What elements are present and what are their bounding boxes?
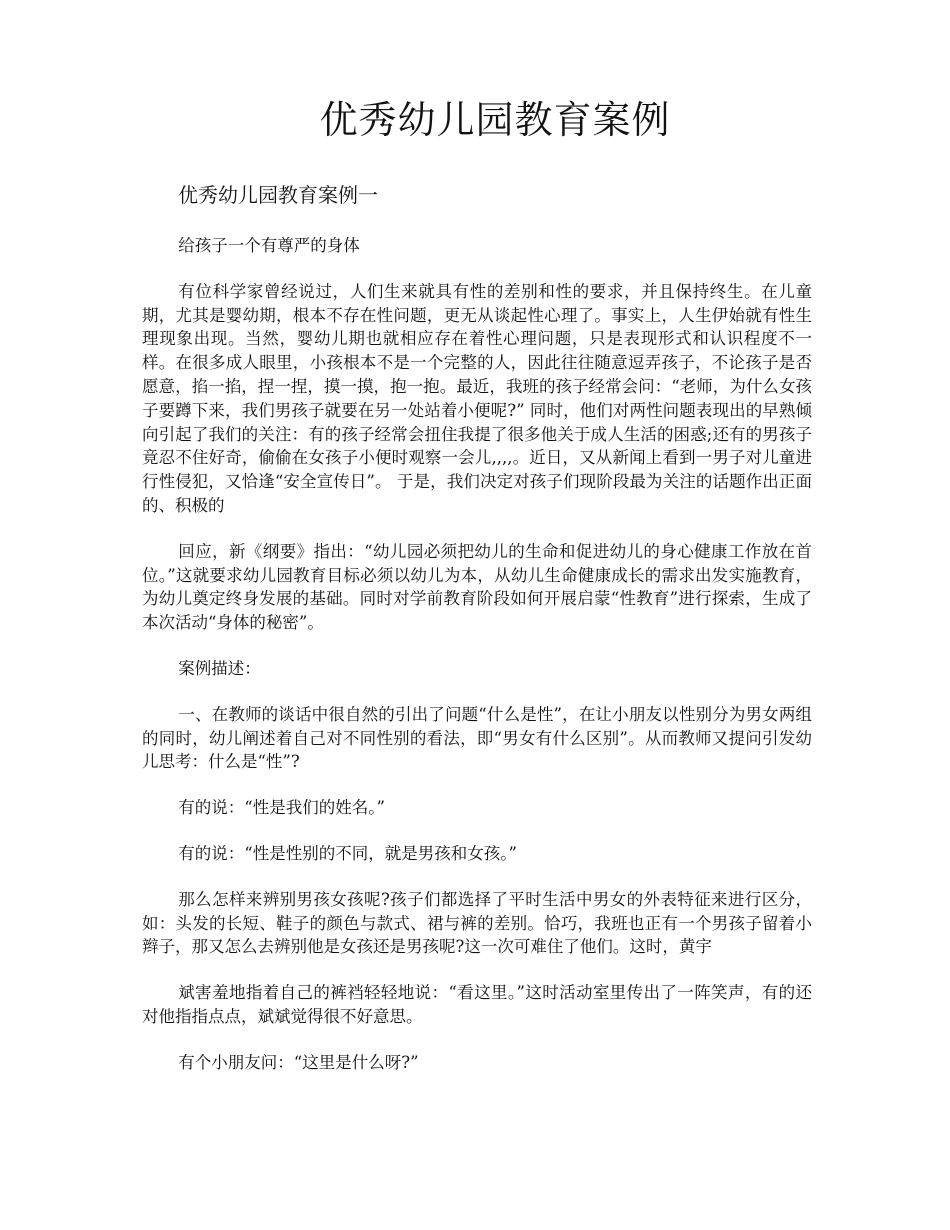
- paragraph-binbin: 斌害羞地指着自己的裤裆轻轻地说：“看这里。”这时活动室里传出了一阵笑声，有的还对他指指点点，斌斌觉得很不好意思。: [142, 983, 812, 1026]
- section-heading: 优秀幼儿园教育案例一: [178, 183, 378, 207]
- paragraph-background: 有位科学家曾经说过，人们生来就具有性的差别和性的要求，并且保持终生。在儿童期，尤其是婴幼期，根本不存在性问题，更无从谈起性心理了。事实上，人生伊始就有性生理现象出现。当然，婴幼儿期也就相应存在着性心理问题，只是表现形式和认识程度不一样。在很多成人眼里，小孩根本不是一个完整的人，因此往往随意逗弄孩子，不论孩子是否愿意，掐一掐，捏一捏，摸一摸，抱一抱。最近，我班的孩子经常会问：“老师，为什么女孩子要蹲下来，我们男孩子就要在另一处站着小便呢?” 同时，他们对两性问题表现出的早熟倾向引起了我们的关注：有的孩子经常会扭住我提了很多他关于成人生活的困惑;还有的男孩子竟忍不住好奇，偷偷在女孩子小便时观察一会儿,,,,。近日，又从新闻上看到一男子对儿童进行性侵犯，又恰逢“安全宣传日”。 于是，我们决定对孩子们现阶段最为关注的话题作出正面的、积极的: [142, 281, 812, 515]
- document-title: 优秀幼儿园教育案例: [319, 98, 671, 142]
- paragraph-answer-one: 有的说：“性是我们的姓名。”: [178, 798, 385, 818]
- paragraph-distinguish: 那么怎样来辨别男孩女孩呢?孩子们都选择了平时生活中男女的外表特征来进行区分，如：头发的长短、鞋子的颜色与款式、裙与裤的差别。恰巧，我班也正有一个男孩子留着小辫子，那又怎么去辨别他是女孩还是男孩呢?这一次可难住了他们。这时，黄宇: [142, 889, 812, 957]
- paragraph-case-description-label: 案例描述：: [178, 658, 261, 678]
- paragraph-case-title: 给孩子一个有尊严的身体: [178, 236, 360, 255]
- paragraph-step-one: 一、在教师的谈话中很自然的引出了问题“什么是性”，在让小朋友以性别分为男女两组的同时，幼儿阐述着自己对不同性别的看法，即“男女有什么区别”。从而教师又提问引发幼儿思考：什么是“性”?: [142, 704, 812, 772]
- paragraph-question: 有个小朋友问：“这里是什么呀?”: [178, 1052, 419, 1072]
- paragraph-response: 回应，新《纲要》指出：“幼儿园必须把幼儿的生命和促进幼儿的身心健康工作放在首位。”这就要求幼儿园教育目标必须以幼儿为本，从幼儿生命健康成长的需求出发实施教育，为幼儿奠定终身发展的基础。同时对学前教育阶段如何开展启蒙“性教育”进行探索，生成了本次活动“身体的秘密”。: [142, 541, 812, 633]
- document-body: [142, 230, 812, 1097]
- paragraph-answer-two: 有的说：“性是性别的不同，就是男孩和女孩。”: [178, 843, 517, 863]
